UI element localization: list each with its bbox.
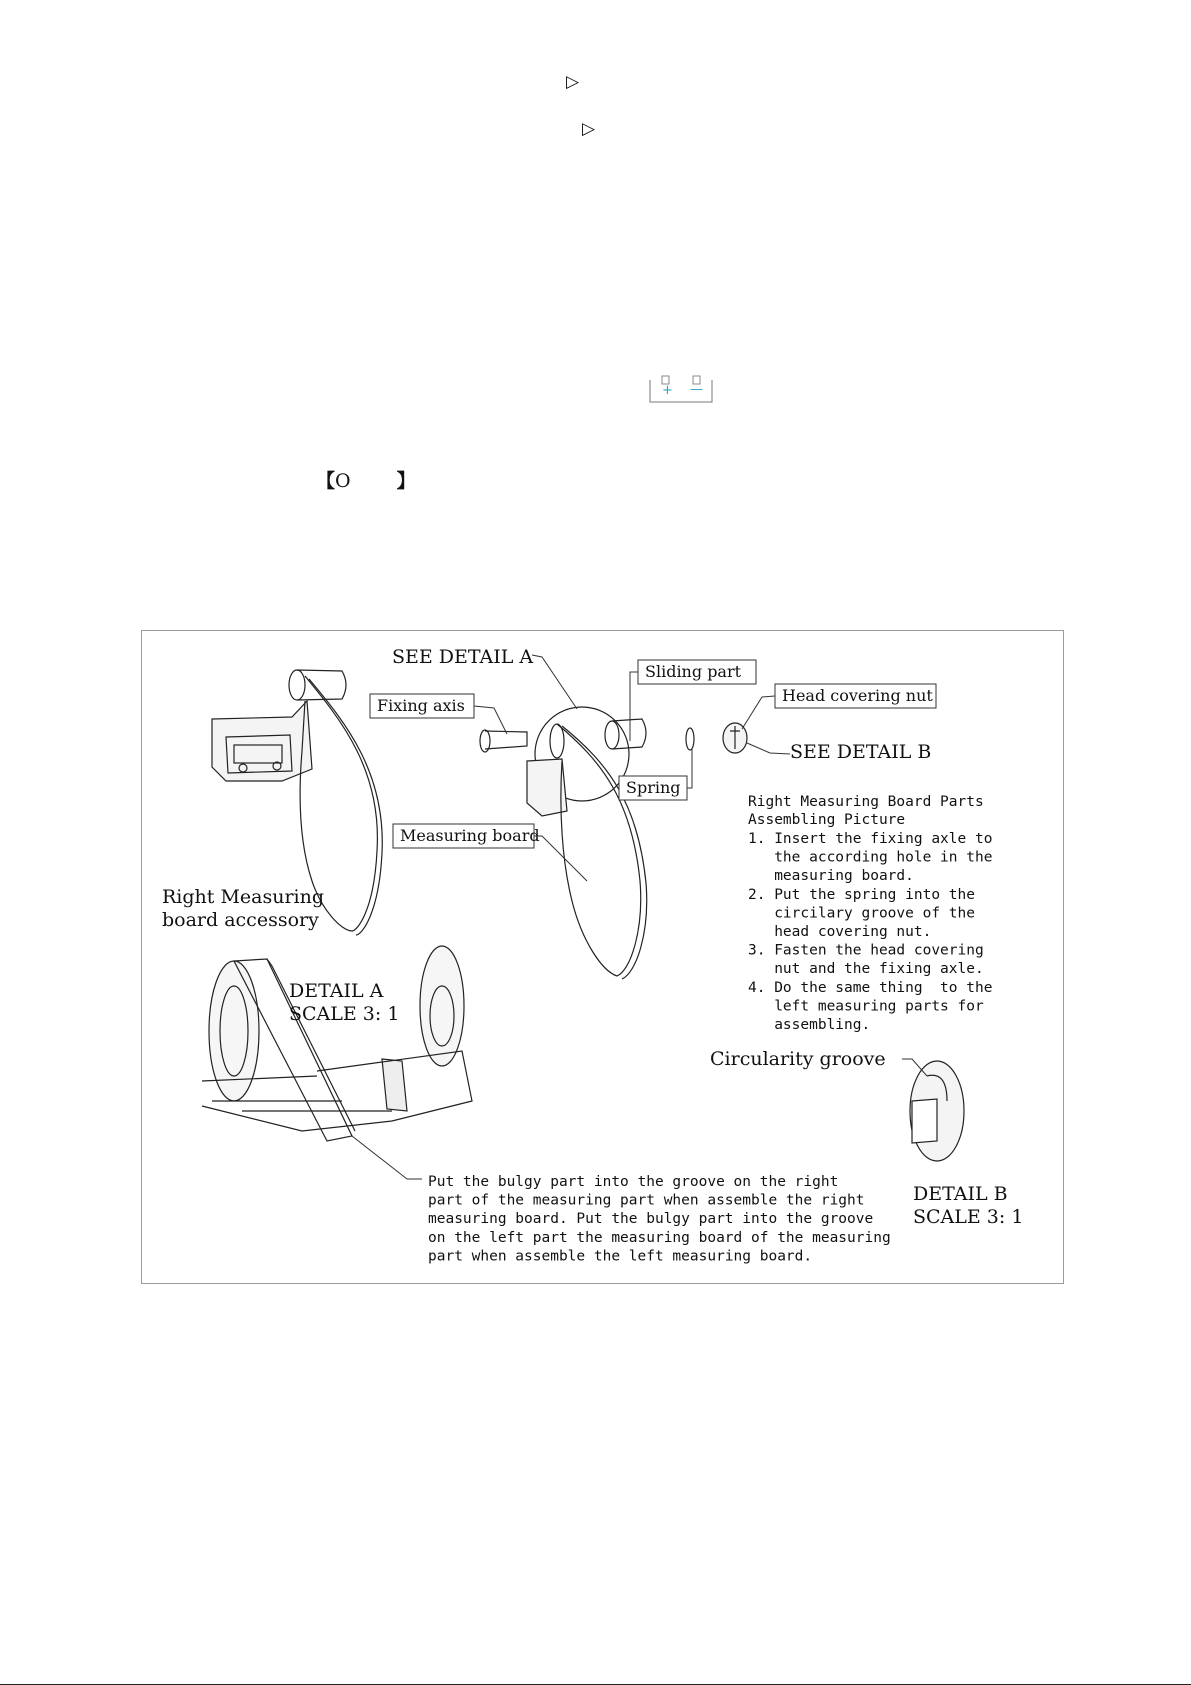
assembly-figure [141, 630, 1064, 1284]
fixing-axis-drawing [480, 730, 527, 752]
detail-a-scale: SCALE 3: 1 [289, 1003, 400, 1025]
measuring-board-label: Measuring board [400, 826, 540, 845]
instruction-line: 1. Insert the fixing axle to [748, 831, 993, 847]
bracket-letter: O [335, 470, 351, 492]
assembly-drawing [142, 631, 1063, 1283]
head-nut-label: Head covering nut [782, 686, 933, 705]
measuring-board-drawing [527, 707, 647, 979]
play-arrow-icon-1: ▷ [566, 72, 580, 92]
instruction-line: circilary groove of the [748, 905, 975, 922]
instruction-list [748, 831, 992, 1033]
battery-polarity-icon [648, 374, 714, 404]
sliding-part-label: Sliding part [645, 662, 742, 681]
instructions-title-1: Right Measuring Board Parts [748, 794, 984, 810]
detail-a-title: DETAIL A [289, 980, 384, 1002]
note-line: measuring board. Put the bulgy part into the groove [428, 1211, 874, 1228]
plus-sign: + [662, 383, 673, 398]
instruction-line: the according hole in the [748, 849, 993, 866]
detail-b-title: DETAIL B [913, 1183, 1008, 1205]
instruction-line: left measuring parts for [748, 998, 984, 1015]
note-line: Put the bulgy part into the groove on the right [428, 1174, 839, 1190]
instruction-line: assembling. [748, 1017, 871, 1033]
bracket-open: 【 [316, 470, 336, 492]
see-detail-a-label: SEE DETAIL A [392, 646, 534, 668]
instruction-line: 2. Put the spring into the [748, 886, 975, 903]
instruction-line: head covering nut. [748, 924, 932, 940]
instruction-line: measuring board. [748, 868, 914, 885]
note-line: part when assemble the left measuring board. [428, 1248, 813, 1265]
spring-label: Spring [626, 778, 681, 797]
instructions-title-2: Assembling Picture [748, 812, 906, 828]
note-line: on the left part the measuring board of the measuring [428, 1229, 891, 1246]
instruction-line: 4. Do the same thing to the [748, 979, 993, 996]
note-line: part of the measuring part when assemble the right [428, 1192, 865, 1209]
note-paragraph [428, 1174, 891, 1264]
bracket-heading [316, 466, 416, 493]
accessory-label-1: Right Measuring [162, 886, 325, 908]
fixing-axis-label: Fixing axis [377, 696, 465, 715]
accessory-label-2: board accessory [162, 909, 319, 931]
detail-a-drawing [202, 946, 472, 1141]
instruction-line: 3. Fasten the head covering [748, 942, 984, 959]
see-detail-b-label: SEE DETAIL B [790, 741, 932, 763]
detail-b-scale: SCALE 3: 1 [913, 1206, 1024, 1228]
spring-drawing [686, 728, 694, 750]
circularity-groove-label: Circularity groove [710, 1048, 886, 1070]
play-arrow-icon-2: ▷ [582, 119, 596, 139]
instruction-line: nut and the fixing axle. [748, 961, 984, 978]
detail-b-drawing [910, 1061, 964, 1161]
minus-sign: — [690, 382, 703, 397]
bracket-close: 】 [396, 470, 416, 492]
